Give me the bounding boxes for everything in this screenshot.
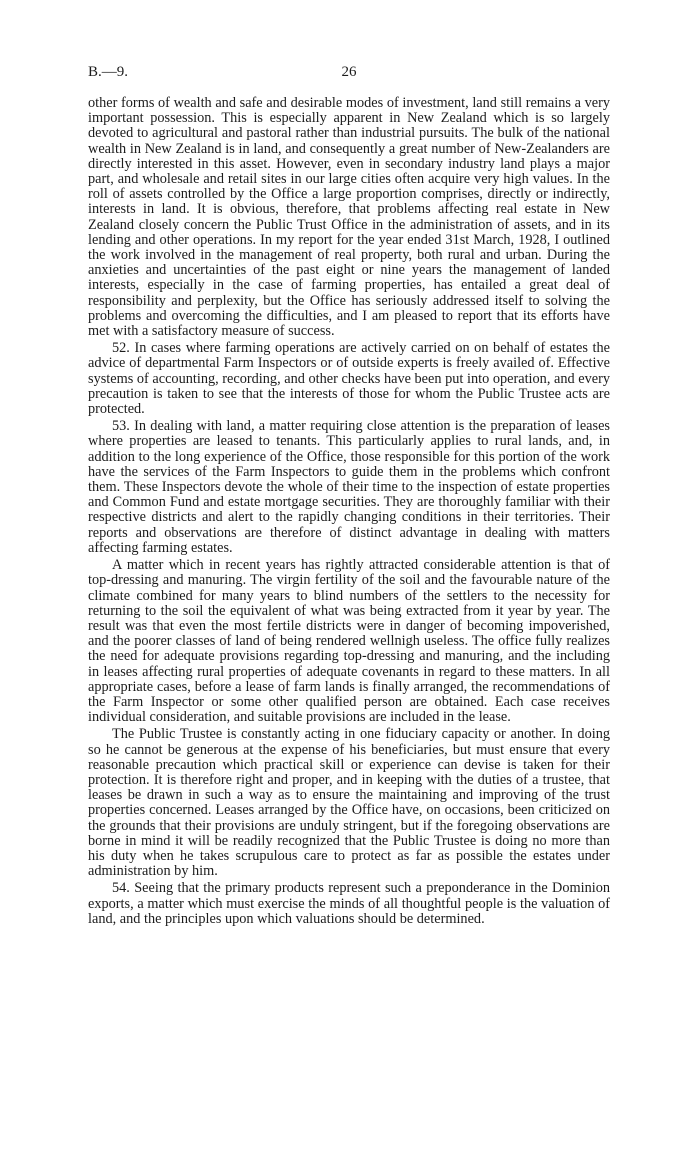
report-reference: B.—9. (88, 64, 129, 80)
paragraph-top-dressing: A matter which in recent years has rightly attracted considerable attention is that of top-dressing and manuring. The virgin fertility of the soil and the favourable nature of the climate combined for many years to blind numbers of the settlers to the necessity for returning to the soil the equivalent of what was being extracted from it year by year. The result was that even the most fertile districts were in danger of becoming impoverished, and the poorer classes of land of being rendered wellnigh useless. The office fully realizes the need for adequate provisions regarding top-dressing and manuring, and the including in leases affecting rural properties of adequate covenants in regard to these matters. In all appropriate cases, before a lease of farm lands is finally arranged, the recommendations of the Farm Inspector or some other qualified person are obtained. Each case receives individual consideration, and suitable provisions are included in the lease. (88, 557, 610, 726)
paragraph-53: 53. In dealing with land, a matter requiring close attention is the preparation of leases where properties are leased to tenants. This particularly applies to rural lands, and, in addition to the long experience of the Office, those responsible for this portion of the work have the services of the Farm Inspectors to guide them in the problems which confront them. These Inspectors devote the whole of their time to the inspection of estate properties and Common Fund and estate mortgage securities. They are thoroughly familiar with their respective districts and alert to the rapidly changing conditions in their territories. Their reports and observations are therefore of distinct advantage in dealing with matters affecting farming estates. (88, 418, 610, 556)
paragraph-54: 54. Seeing that the primary products represent such a preponderance in the Dominion exports, a matter which must exercise the minds of all thoughtful people is the valuation of land, and the principles upon which valuations should be determined. (88, 880, 610, 927)
page-number: 26 (341, 64, 357, 80)
body-text (88, 96, 610, 929)
paragraph-continued: other forms of wealth and safe and desirable modes of investment, land still remains a very important possession. This is especially apparent in New Zealand which is so largely devoted to agricultural and pastoral rather than industrial pursuits. The bulk of the national wealth in New Zealand is in land, and consequently a great number of New-Zealanders are directly interested in this asset. However, even in secondary industry land plays a major part, and wholesale and retail sites in our large cities often acquire very high values. In the roll of assets controlled by the Office a large proportion comprises, directly or indirectly, interests in land. It is obvious, therefore, that problems affecting real estate in New Zealand closely concern the Public Trust Office in the administration of assets, and in its lending and other operations. In my report for the year ended 31st March, 1928, I outlined the work involved in the management of real property, both rural and urban. During the anxieties and uncertainties of the past eight or nine years the management of landed interests, especially in the case of farming properties, has entailed a great deal of responsibility and perplexity, but the Office has seriously addressed itself to solving the problems and overcoming the difficulties, and I am pleased to report that its efforts have met with a satisfactory measure of success. (88, 95, 610, 340)
page-header (88, 64, 610, 84)
paragraph-public-trustee: The Public Trustee is constantly acting in one fiduciary capacity or another. In doing so he cannot be generous at the expense of his beneficiaries, but must ensure that every reasonable precaution which practical skill or experience can devise is taken for their protection. It is therefore right and proper, and in keeping with the duties of a trustee, that leases be drawn in such a way as to ensure the maintaining and improving of the trust properties concerned. Leases arranged by the Office have, on occasions, been criticized on the grounds that their provisions are unduly stringent, but if the foregoing observations are borne in mind it will be readily recognized that the Public Trustee is doing no more than his duty when he takes scrupulous care to protect as far as possible the estates under administration by him. (88, 726, 610, 880)
paragraph-52: 52. In cases where farming operations are actively carried on on behalf of estates the advice of departmental Farm Inspectors or of outside experts is freely availed of. Effective systems of accounting, recording, and other checks have been put into operation, and every precaution is taken to see that the interests of those for whom the Public Trustee acts are protected. (88, 340, 610, 418)
